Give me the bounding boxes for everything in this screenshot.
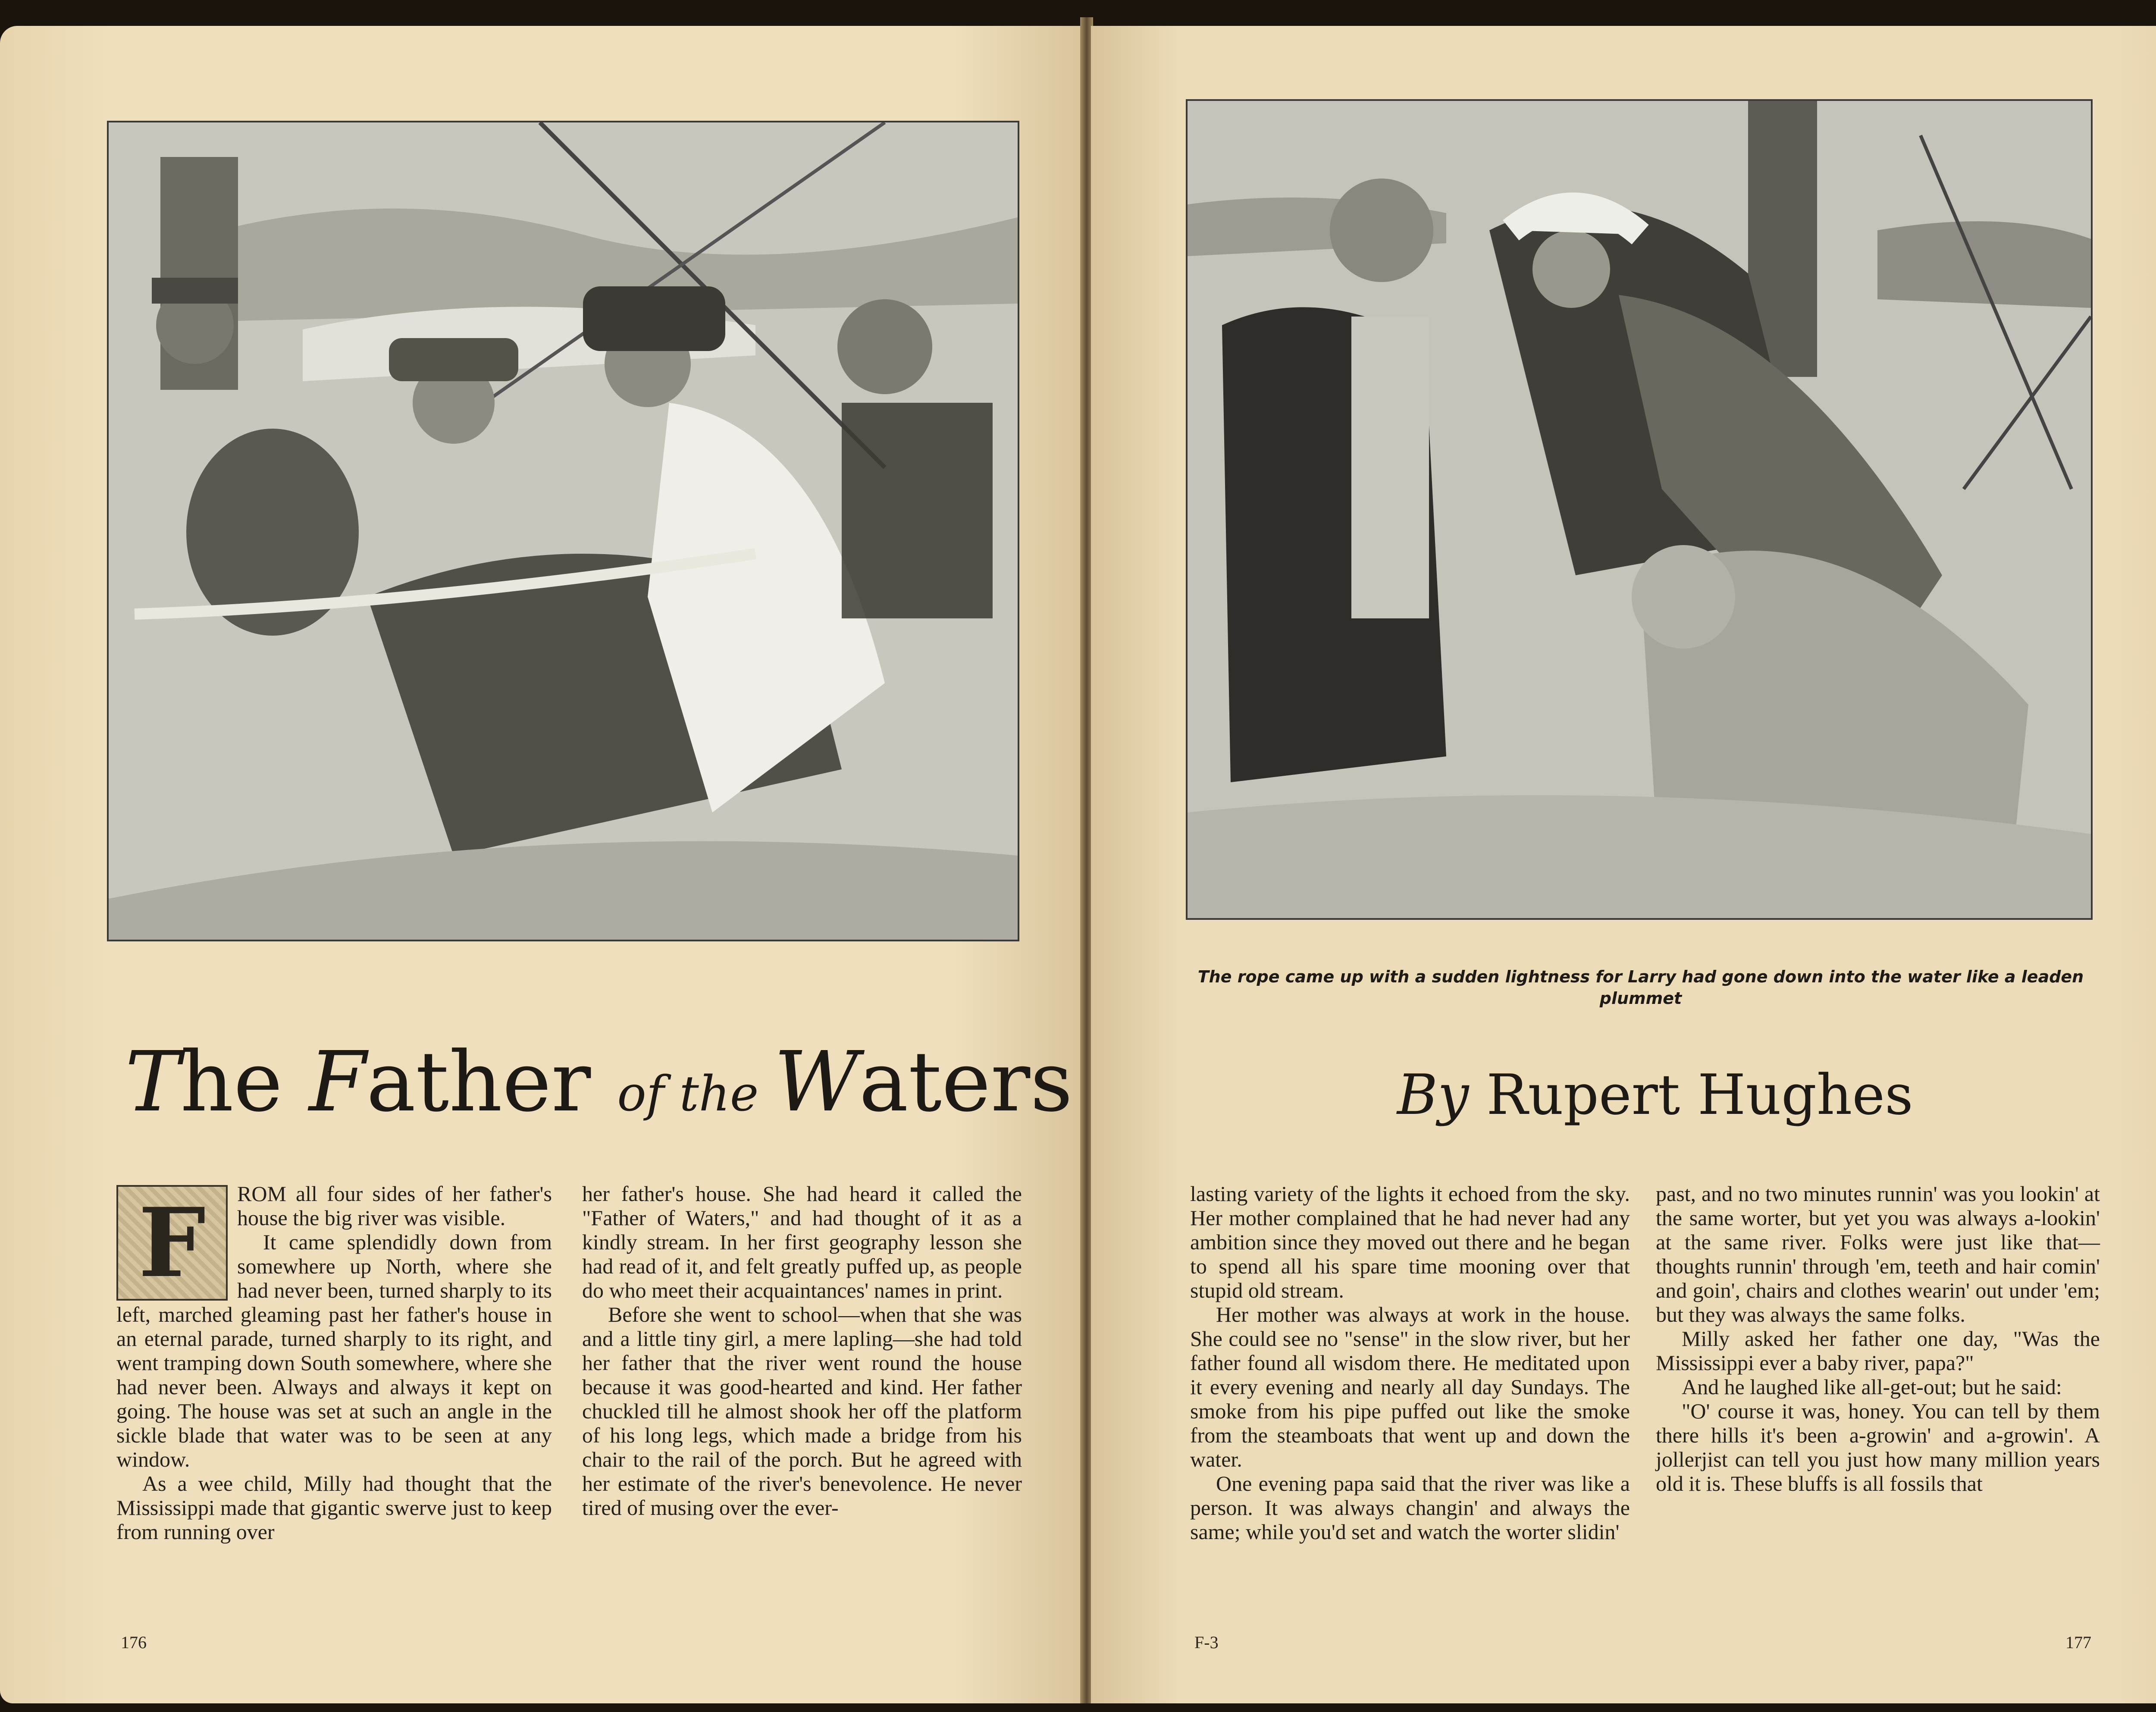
right-page bbox=[1091, 26, 2156, 1703]
paragraph: It came splendidly down from somewhere up North, where she had never been, turned sharply to its left, marched gleaming past her father's house in an eternal parade, turned sharply to its right, and went tramping down South somewhere, where she had never been. Always and always it kept on going. The house was set at such an angle in the sickle blade that water was to be seen at any window. bbox=[116, 1230, 552, 1471]
paragraph: And he laughed like all-get-out; but he said: bbox=[1682, 1375, 2062, 1399]
page-number-left: 176 bbox=[121, 1633, 147, 1652]
illustration-rope-pullers bbox=[107, 121, 1019, 941]
paragraph: One evening papa said that the river was like a person. It was always changin' and always the same; while you'd set and watch the worter slidin' bbox=[1190, 1471, 1630, 1544]
illustration-caption: The rope came up with a sudden lightness for Larry had gone down into the water like a leaden plummet bbox=[1197, 967, 2084, 1008]
ornamental-dropcap: F bbox=[116, 1185, 228, 1301]
page-number-right: 177 bbox=[2065, 1633, 2091, 1652]
text-column-4 bbox=[1656, 1182, 2100, 1496]
illustration-frightened-passengers bbox=[1186, 99, 2093, 920]
paragraph: past, and no two minutes runnin' was you lookin' at the same worter, but yet you was always a-lookin' at the same river. Folks were just like that—thoughts runnin' through 'em, teeth and hair comin' and goin', chairs and clothes wearin' out under 'em; but they was always the same folks. bbox=[1656, 1182, 2100, 1326]
article-title: The Father of the Waters bbox=[125, 1034, 1073, 1130]
text-column-1 bbox=[116, 1182, 552, 1544]
signature-mark: F-3 bbox=[1194, 1633, 1219, 1652]
paragraph: lasting variety of the lights it echoed from the sky. Her mother complained that he had never had any ambition since they moved out there and he began to spend all his spare time mooning over that stupid old stream. bbox=[1190, 1182, 1630, 1302]
rope-pullers-drawing bbox=[109, 122, 1018, 940]
text-column-2 bbox=[582, 1182, 1022, 1520]
paragraph: Her mother was always at work in the house. She could see no "sense" in the slow river, but her father found all wisdom there. He meditated upon it every evening and nearly all day Sundays. The smoke from his pipe puffed out like the smoke from the steamboats that went up and down the water. bbox=[1190, 1302, 1630, 1471]
paragraph: ROM all four sides of her father's house the big river was visible. bbox=[237, 1182, 552, 1230]
paragraph: As a wee child, Milly had thought that the Mississippi made that gigantic swerve just to keep from running over bbox=[116, 1471, 552, 1544]
passengers-drawing bbox=[1188, 101, 2091, 918]
paragraph: her father's house. She had heard it called the "Father of Waters," and had thought of it as a kindly stream. In her first geography lesson she had read of it, and felt greatly puffed up, as people do who meet their acquaintances' names in print. bbox=[582, 1182, 1022, 1302]
paragraph: Before she went to school—when that she was and a little tiny girl, a mere lapling—she had told her father that the river went round the house because it was good-hearted and kind. Her father chuckled till he almost shook her off the platform of his long legs, which made a bridge from his chair to the rail of the porch. But he agreed with her estimate of the river's benevolence. He never tired of musing over the ever- bbox=[582, 1302, 1022, 1520]
text-column-3 bbox=[1190, 1182, 1630, 1544]
paragraph: Milly asked her father one day, "Was the Mississippi ever a baby river, papa?" bbox=[1656, 1326, 2100, 1375]
author-byline: By Rupert Hughes bbox=[1397, 1063, 1913, 1127]
left-page bbox=[0, 26, 1082, 1703]
paragraph: "O' course it was, honey. You can tell by them there hills it's been a-growin' and a-growin'. A jollerjist can tell you just how many million years old it is. These bluffs is all fossils that bbox=[1656, 1399, 2100, 1496]
